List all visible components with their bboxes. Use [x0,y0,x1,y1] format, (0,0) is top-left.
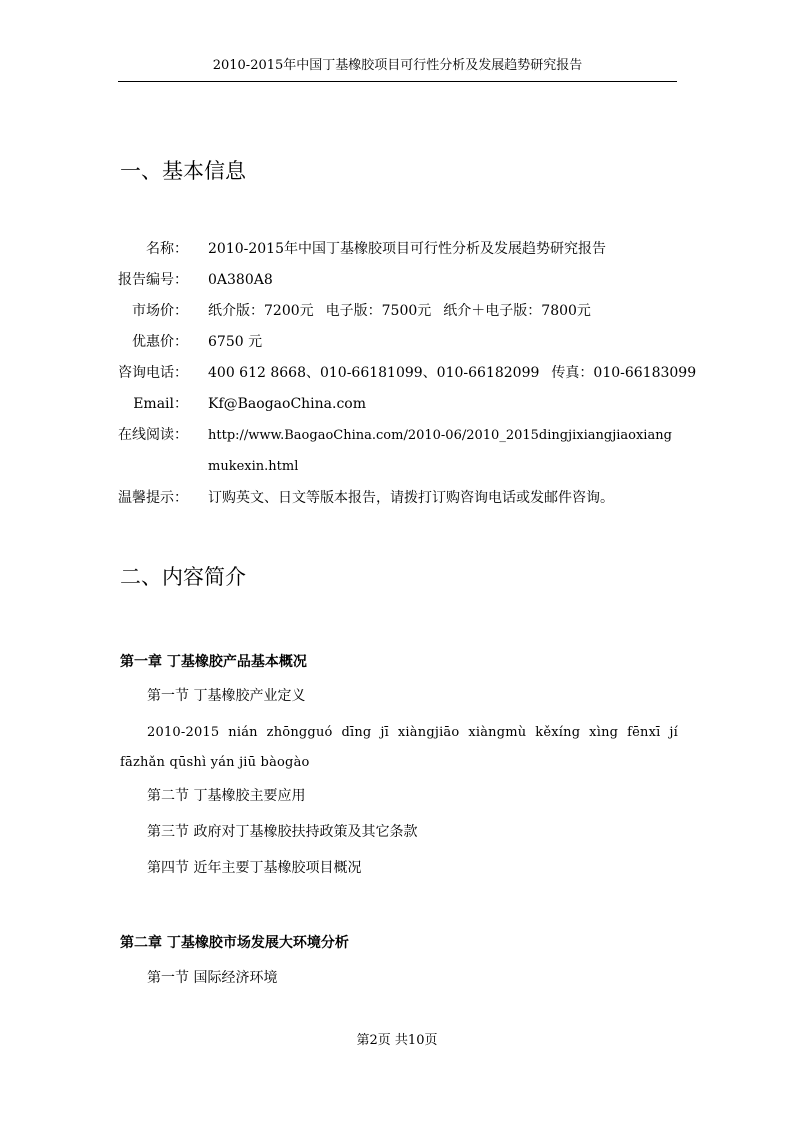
email-link[interactable]: Kf@BaogaoChina.com [208,396,367,412]
phone-numbers: 400 612 8668、010-66181099、010-66182099 [208,365,540,381]
info-label: 报告编号： [118,272,188,288]
section-title-basic-info: 一、基本信息 [120,159,246,183]
online-reading-link[interactable]: http://www.BaogaoChina.com/2010-06/2010_2015dingjixiangjiaoxiangmukexin.html [208,428,672,474]
toc-section: 第三节 政府对丁基橡胶扶持政策及其它条款 [147,824,418,840]
chapter-title: 第一章 丁基橡胶产品基本概况 [120,654,307,670]
price-bundle: 纸介＋电子版：7800元 [443,303,591,319]
toc-section: 第一节 国际经济环境 [147,970,278,986]
report-name-value: 2010-2015年中国丁基橡胶项目可行性分析及发展趋势研究报告 [208,241,606,257]
info-label: 名称： [146,241,188,257]
toc-section: 第二节 丁基橡胶主要应用 [147,788,306,804]
phone-value [208,363,697,383]
info-label: Email： [133,396,188,412]
running-header: 2010-2015年中国丁基橡胶项目可行性分析及发展趋势研究报告 [212,58,583,73]
section-title-summary: 二、内容简介 [120,565,246,589]
page-number: 第2页 共10页 [356,1033,438,1048]
info-label: 优惠价： [132,334,188,350]
fax-number: 传真：010-66183099 [551,365,697,381]
report-id-value: 0A380A8 [208,272,273,288]
info-label: 在线阅读： [118,427,188,443]
price-electronic: 电子版：7500元 [325,303,432,319]
info-label: 咨询电话： [118,365,188,381]
discount-price-value: 6750 元 [208,334,263,350]
pinyin-paragraph: 2010-2015 nián zhōngguó dīng jī xiàngjiāo xiàngmù kěxíng xìng fēnxī jí fāzhǎn qūshì yán jiū bàogào [120,725,678,770]
market-price-value [208,301,678,321]
price-paper: 纸介版：7200元 [208,303,314,319]
header-divider [118,81,677,82]
toc-section: 第一节 丁基橡胶产业定义 [147,688,306,704]
toc-section: 第四节 近年主要丁基橡胶项目概况 [147,860,362,876]
chapter-title: 第二章 丁基橡胶市场发展大环境分析 [120,935,349,951]
tip-value: 订购英文、日文等版本报告，请拨打订购咨询电话或发邮件咨询。 [208,490,614,506]
info-label: 温馨提示： [118,490,188,506]
info-label: 市场价： [132,303,188,319]
